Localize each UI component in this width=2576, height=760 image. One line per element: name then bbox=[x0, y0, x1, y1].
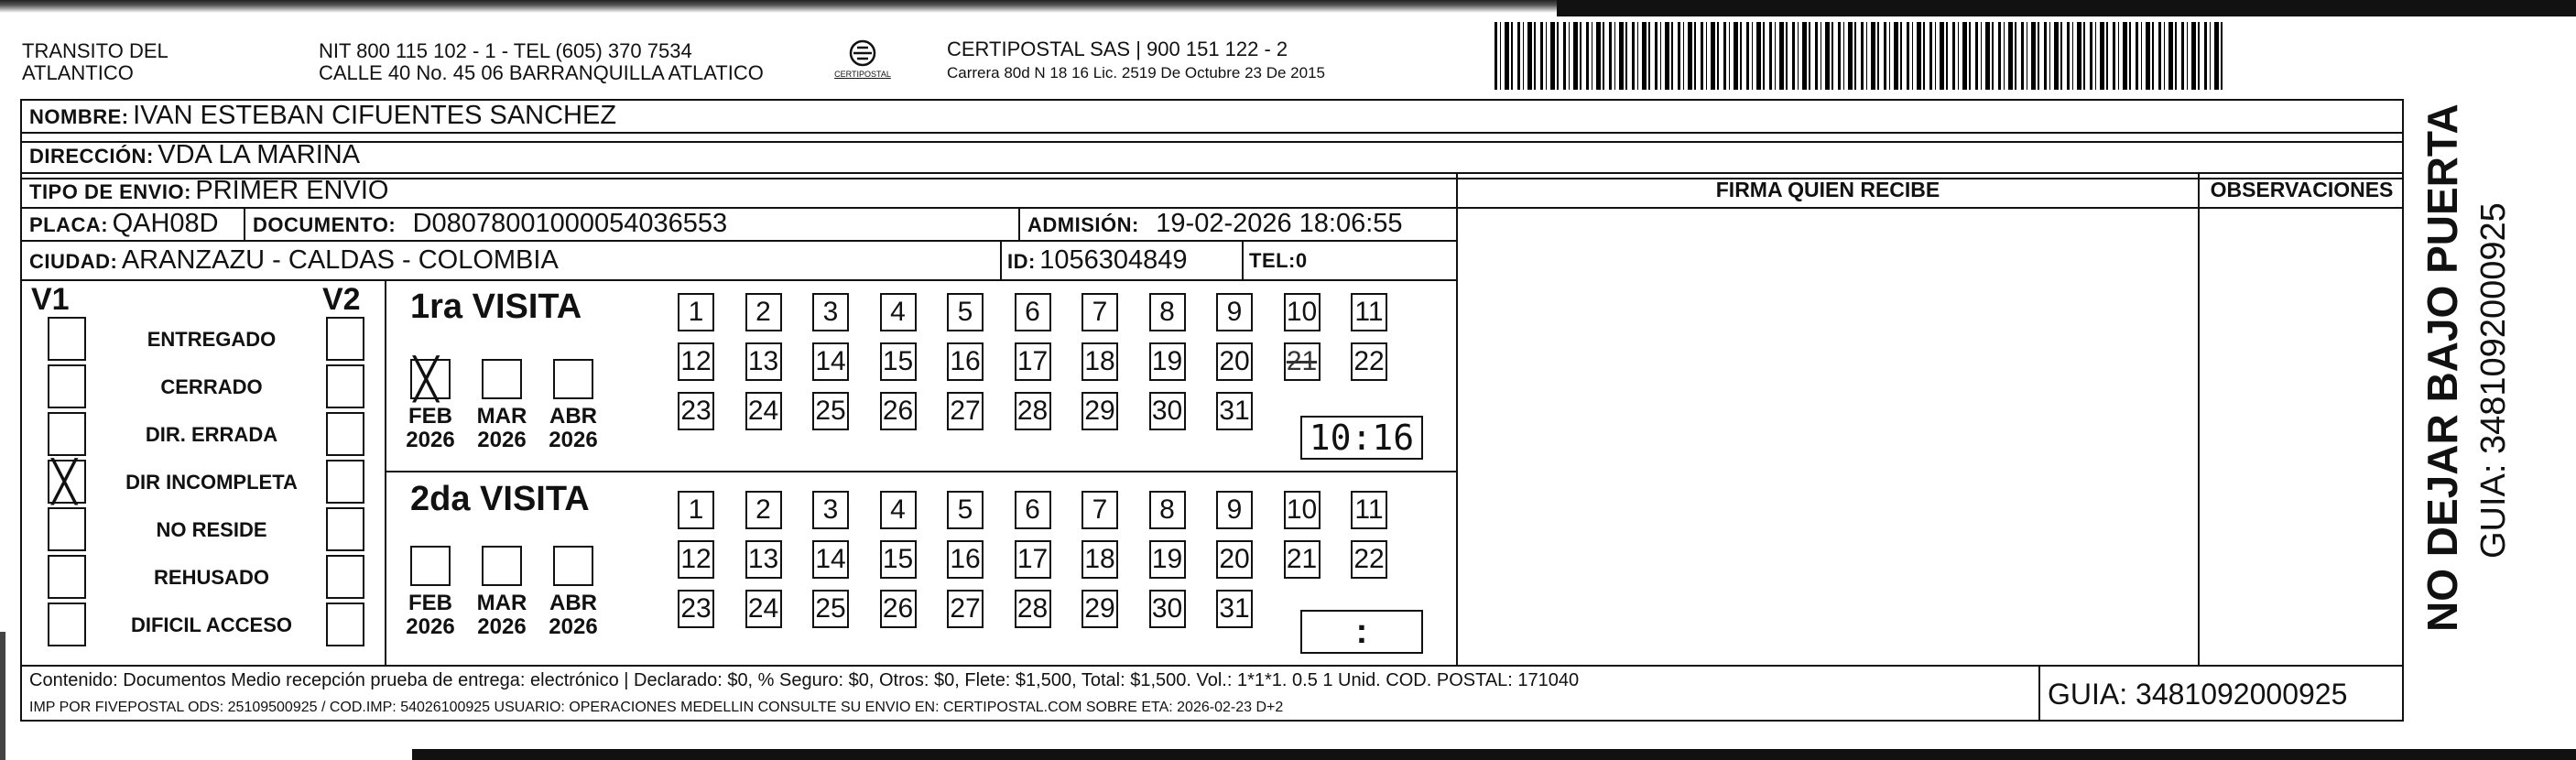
v1-checkbox[interactable] bbox=[48, 555, 86, 599]
visit1-title: 1ra VISITA bbox=[410, 288, 582, 326]
month-year: 2026 bbox=[406, 614, 455, 639]
month-name: ABR bbox=[549, 404, 597, 429]
day-box[interactable]: 31 bbox=[1216, 590, 1253, 628]
v2-checkbox[interactable] bbox=[326, 603, 364, 646]
day-box[interactable]: 9 bbox=[1216, 491, 1253, 529]
id-field bbox=[1007, 245, 1188, 276]
name-label: NOMBRE: bbox=[29, 105, 129, 128]
address-line: CALLE 40 No. 45 06 BARRANQUILLA ATLATICO bbox=[319, 61, 764, 84]
v2-checkbox[interactable] bbox=[326, 507, 364, 551]
rule-plate bbox=[244, 207, 245, 240]
footer-content: Contenido: Documentos Medio recepción prueba de entrega: electrónico | Declarado: $0, % Seguro: $0, Otros: $0, Flete: $1,500, Total: $1,500. Vol.: 1*1*1. 0.5 1 Unid. COD. POSTAL: 171040 bbox=[29, 670, 1580, 690]
day-box[interactable]: 28 bbox=[1015, 392, 1051, 430]
v1-checkbox[interactable] bbox=[48, 364, 86, 408]
day-box[interactable]: 6 bbox=[1015, 293, 1051, 331]
day-box[interactable]: 7 bbox=[1081, 491, 1118, 529]
day-box[interactable]: 20 bbox=[1216, 342, 1253, 381]
v2-label: V2 bbox=[322, 282, 361, 317]
month-name: ABR bbox=[549, 591, 597, 615]
day-box[interactable]: 7 bbox=[1081, 293, 1118, 331]
day-box[interactable]: 16 bbox=[947, 540, 984, 579]
no-dejar-warning: NO DEJAR BAJO PUERTA bbox=[2418, 103, 2466, 632]
day-box[interactable]: 23 bbox=[678, 590, 714, 628]
v1-checkbox[interactable] bbox=[48, 412, 86, 456]
day-box[interactable]: 27 bbox=[947, 392, 984, 430]
address-value: VDA LA MARINA bbox=[158, 140, 361, 169]
day-box[interactable]: 16 bbox=[947, 342, 984, 381]
day-box[interactable]: 24 bbox=[745, 590, 782, 628]
day-box[interactable]: 20 bbox=[1216, 540, 1253, 579]
rule-row1 bbox=[20, 132, 2404, 134]
day-box[interactable]: 5 bbox=[947, 491, 984, 529]
visit2-title: 2da VISITA bbox=[410, 480, 590, 518]
v1-label: V1 bbox=[31, 282, 70, 317]
name-row bbox=[29, 101, 616, 131]
rule-row4 bbox=[20, 240, 1456, 242]
day-box[interactable]: 9 bbox=[1216, 293, 1253, 331]
company-line: CERTIPOSTAL SAS | 900 151 122 - 2 bbox=[947, 38, 1288, 60]
month-name: FEB bbox=[408, 404, 452, 429]
month-label bbox=[398, 592, 462, 639]
day-box[interactable]: 3 bbox=[812, 293, 849, 331]
company-info bbox=[947, 38, 1325, 82]
month-year: 2026 bbox=[406, 428, 455, 452]
tel-field bbox=[1249, 249, 1308, 273]
day-box[interactable]: 29 bbox=[1081, 392, 1118, 430]
rule-left bbox=[20, 99, 22, 722]
day-box[interactable]: 25 bbox=[812, 392, 849, 430]
month-checkbox[interactable] bbox=[482, 546, 522, 586]
x-mark-icon: ╳ bbox=[414, 356, 439, 403]
day-box[interactable]: 29 bbox=[1081, 590, 1118, 628]
observations-area[interactable] bbox=[2200, 207, 2404, 665]
rule-id bbox=[1000, 240, 1002, 279]
status-option-label: DIR INCOMPLETA bbox=[125, 471, 298, 494]
status-option-label: REHUSADO bbox=[154, 566, 269, 589]
org-contact bbox=[319, 40, 764, 84]
status-option-label: NO RESIDE bbox=[156, 518, 267, 541]
month-label bbox=[470, 592, 534, 639]
month-checkbox[interactable] bbox=[553, 546, 593, 586]
month-year: 2026 bbox=[549, 614, 598, 639]
plate-value: QAH08D bbox=[112, 209, 219, 238]
month-label bbox=[541, 592, 605, 639]
month-label bbox=[398, 405, 462, 452]
status-option-label: CERRADO bbox=[160, 375, 263, 398]
day-box[interactable]: 2 bbox=[745, 491, 782, 529]
month-label bbox=[470, 405, 534, 452]
v2-checkbox[interactable] bbox=[326, 460, 364, 504]
rule-tel bbox=[1242, 240, 1244, 279]
day-box[interactable]: 15 bbox=[880, 342, 917, 381]
certipostal-logo bbox=[833, 37, 892, 88]
day-box[interactable]: 14 bbox=[812, 540, 849, 579]
day-box[interactable]: 26 bbox=[880, 590, 917, 628]
city-label: CIUDAD: bbox=[29, 250, 118, 273]
shipment-label: TIPO DE ENVIO: bbox=[29, 180, 191, 203]
city-row bbox=[29, 245, 559, 276]
document-label: DOCUMENTO: bbox=[253, 213, 397, 236]
v2-checkbox[interactable] bbox=[326, 317, 364, 361]
v1-checkbox[interactable] bbox=[48, 460, 86, 504]
scan-edge-top-dark bbox=[1557, 0, 2576, 16]
logo-text: CERTIPOSTAL bbox=[834, 70, 891, 79]
id-value: 1056304849 bbox=[1039, 245, 1188, 275]
plate-label: PLACA: bbox=[29, 213, 109, 236]
scan-edge-bottom bbox=[412, 749, 2576, 760]
day-box[interactable]: 8 bbox=[1149, 491, 1186, 529]
x-mark-icon: ╳ bbox=[52, 459, 77, 505]
day-box[interactable]: 23 bbox=[678, 392, 714, 430]
day-box[interactable]: 12 bbox=[678, 342, 714, 381]
month-checkbox[interactable] bbox=[410, 356, 451, 403]
day-box[interactable]: 30 bbox=[1149, 392, 1186, 430]
address-row bbox=[29, 140, 360, 170]
status-option-label: DIFICIL ACCESO bbox=[130, 613, 292, 636]
month-name: MAR bbox=[476, 404, 527, 429]
day-box[interactable]: 13 bbox=[745, 342, 782, 381]
side-guia: GUIA: 3481092000925 bbox=[2474, 202, 2513, 559]
document-value: D08078001000054036553 bbox=[412, 209, 728, 238]
month-checkbox[interactable] bbox=[553, 359, 593, 399]
day-box[interactable]: 18 bbox=[1081, 540, 1118, 579]
rule-row5 bbox=[20, 279, 1456, 281]
day-box[interactable]: 14 bbox=[812, 342, 849, 381]
barcode bbox=[1495, 22, 2227, 90]
signature-area[interactable] bbox=[1458, 207, 2198, 665]
document-field bbox=[253, 209, 727, 239]
address-label: DIRECCIÓN: bbox=[29, 145, 154, 168]
day-box[interactable]: 11 bbox=[1351, 293, 1387, 331]
v1-checkbox[interactable] bbox=[48, 507, 86, 551]
day-box[interactable]: 8 bbox=[1149, 293, 1186, 331]
day-box[interactable]: 19 bbox=[1149, 342, 1186, 381]
guia-box: GUIA: 3481092000925 bbox=[2048, 678, 2348, 711]
shipment-value: PRIMER ENVIO bbox=[195, 176, 389, 205]
admission-label: ADMISIÓN: bbox=[1027, 213, 1139, 236]
status-option-label: ENTREGADO bbox=[147, 328, 277, 351]
day-box[interactable]: 12 bbox=[678, 540, 714, 579]
name-value: IVAN ESTEBAN CIFUENTES SANCHEZ bbox=[133, 101, 617, 130]
day-box[interactable]: 19 bbox=[1149, 540, 1186, 579]
month-year: 2026 bbox=[549, 428, 598, 452]
month-name: MAR bbox=[476, 591, 527, 615]
org-line-1: TRANSITO DEL bbox=[22, 39, 168, 62]
v1-checkbox[interactable] bbox=[48, 317, 86, 361]
rule-row2 bbox=[20, 172, 2404, 174]
admission-field bbox=[1027, 209, 1403, 239]
shipment-row bbox=[29, 176, 388, 206]
id-label: ID: bbox=[1007, 250, 1036, 273]
day-box[interactable]: 13 bbox=[745, 540, 782, 579]
tel-label: TEL: bbox=[1249, 249, 1296, 272]
month-label bbox=[541, 405, 605, 452]
v2-checkbox[interactable] bbox=[326, 364, 364, 408]
nit-line: NIT 800 115 102 - 1 - TEL (605) 370 7534 bbox=[319, 39, 692, 62]
day-box[interactable]: 22 bbox=[1351, 540, 1387, 579]
rule-visit2 bbox=[385, 471, 1456, 472]
status-option-label: DIR. ERRADA bbox=[145, 423, 278, 446]
day-box[interactable]: 6 bbox=[1015, 491, 1051, 529]
day-box[interactable]: 10 bbox=[1284, 491, 1321, 529]
license-line: Carrera 80d N 18 16 Lic. 2519 De Octubre 23 De 2015 bbox=[947, 64, 1325, 81]
day-box[interactable]: 28 bbox=[1015, 590, 1051, 628]
day-box[interactable]: 31 bbox=[1216, 392, 1253, 430]
admission-value: 19-02-2026 18:06:55 bbox=[1156, 209, 1403, 238]
plate-row bbox=[29, 209, 219, 239]
signature-header: FIRMA QUIEN RECIBE bbox=[1715, 178, 1940, 201]
rule-adm bbox=[1018, 207, 1020, 240]
org-name bbox=[22, 40, 168, 84]
day-box[interactable]: 4 bbox=[880, 491, 917, 529]
day-box[interactable]: 25 bbox=[812, 590, 849, 628]
day-box[interactable]: 5 bbox=[947, 293, 984, 331]
month-checkbox[interactable] bbox=[410, 546, 451, 586]
day-box[interactable]: 21 bbox=[1284, 342, 1321, 381]
footer-imp: IMP POR FIVEPOSTAL ODS: 25109500925 / COD.IMP: 54026100925 USUARIO: OPERACIONES MEDELLIN CONSULTE SU ENVIO EN: CERTIPOSTAL.COM SOBRE ETA: 2026-02-23 D+2 bbox=[29, 700, 1284, 715]
day-box[interactable]: 24 bbox=[745, 392, 782, 430]
v1-checkbox[interactable] bbox=[48, 603, 86, 646]
month-year: 2026 bbox=[477, 428, 527, 452]
day-box[interactable]: 15 bbox=[880, 540, 917, 579]
rule-row1b bbox=[20, 141, 2404, 143]
v2-checkbox[interactable] bbox=[326, 555, 364, 599]
v2-checkbox[interactable] bbox=[326, 412, 364, 456]
visit2-time[interactable]: : bbox=[1300, 610, 1423, 654]
rule-guia bbox=[2038, 665, 2040, 722]
day-box[interactable]: 17 bbox=[1015, 342, 1051, 381]
day-box[interactable]: 11 bbox=[1351, 491, 1387, 529]
day-box[interactable]: 27 bbox=[947, 590, 984, 628]
day-box[interactable]: 3 bbox=[812, 491, 849, 529]
day-box[interactable]: 22 bbox=[1351, 342, 1387, 381]
scan-edge-left bbox=[0, 632, 5, 760]
visit1-time[interactable]: 10:16 bbox=[1300, 416, 1423, 460]
day-box[interactable]: 4 bbox=[880, 293, 917, 331]
city-value: ARANZAZU - CALDAS - COLOMBIA bbox=[121, 245, 559, 275]
month-checkbox[interactable] bbox=[482, 359, 522, 399]
day-box[interactable]: 1 bbox=[678, 293, 714, 331]
day-box[interactable]: 21 bbox=[1284, 540, 1321, 579]
org-line-2: ATLANTICO bbox=[22, 61, 134, 84]
day-box[interactable]: 26 bbox=[880, 392, 917, 430]
day-box[interactable]: 30 bbox=[1149, 590, 1186, 628]
rule-footer bbox=[20, 665, 2404, 667]
day-box[interactable]: 18 bbox=[1081, 342, 1118, 381]
day-box[interactable]: 10 bbox=[1284, 293, 1321, 331]
day-box[interactable]: 2 bbox=[745, 293, 782, 331]
month-year: 2026 bbox=[477, 614, 527, 639]
month-name: FEB bbox=[408, 591, 452, 615]
observations-header: OBSERVACIONES bbox=[2210, 178, 2394, 201]
day-box[interactable]: 17 bbox=[1015, 540, 1051, 579]
day-box[interactable]: 1 bbox=[678, 491, 714, 529]
tel-value: 0 bbox=[1295, 249, 1308, 272]
